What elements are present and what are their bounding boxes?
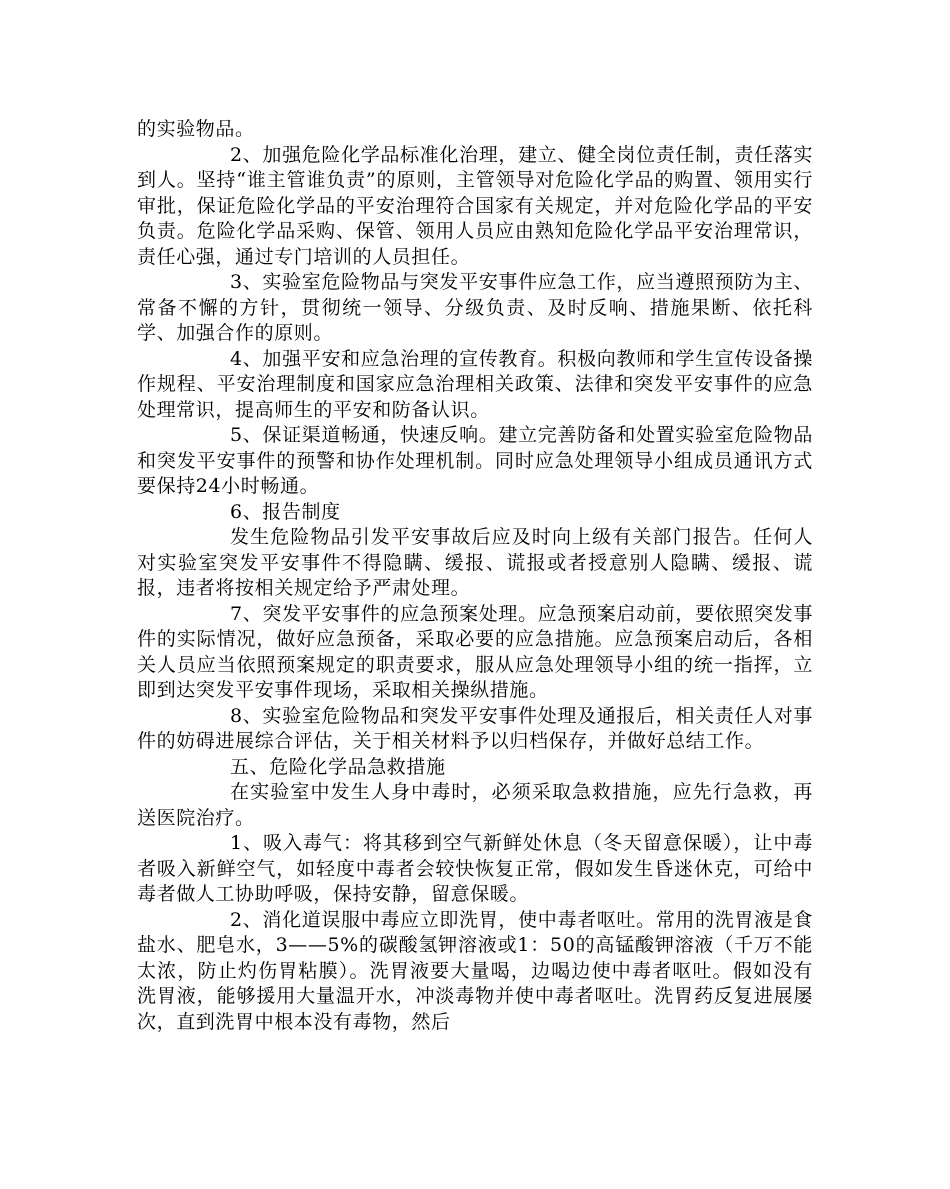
paragraph-report-rules: 发生危险物品引发平安事故后应及时向上级有关部门报告。任何人对实验室突发平安事件不得隐瞒、缓报、谎报或者授意别人隐瞒、缓报、谎报，违者将按相关规定给予严肃处理。 bbox=[137, 526, 813, 599]
paragraph-first-aid-intro: 在实验室中发生人身中毒时，必须采取急救措施，应先行急救，再送医院治疗。 bbox=[137, 781, 813, 829]
paragraph-item-3: 3、实验室危险物品与突发平安事件应急工作，应当遵照预防为主、常备不懈的方针，贯彻统一领导、分级负责、及时反响、措施果断、依托科学、加强合作的原则。 bbox=[137, 271, 813, 344]
section-heading-first-aid: 五、危险化学品急救措施 bbox=[230, 755, 446, 778]
paragraph-item-2: 2、加强危险化学品标准化治理，建立、健全岗位责任制，责任落实到人。坚持“谁主管谁负责”的原则，主管领导对危险化学品的购置、领用实行审批，保证危险化学品的平安治理符合国家有关规定，并对危险化学品的平安负责。危险化学品采购、保管、领用人员应由熟知危险化学品平安治理常识，责任心强，通过专门培训的人员担任。 bbox=[137, 143, 813, 268]
paragraph-item-6-heading: 6、报告制度 bbox=[230, 500, 341, 523]
paragraph-continuation: 的实验物品。 bbox=[137, 118, 255, 140]
paragraph-first-aid-2: 2、消化道误服中毒应立即洗胃，使中毒者呕吐。常用的洗胃液是食盐水、肥皂水，3——5%的碳酸氢钾溶液或1：50的高锰酸钾溶液（千万不能太浓，防止灼伤胃粘膜）。洗胃液要大量喝，边喝边使中毒者呕吐。假如没有洗胃液，能够援用大量温开水，冲淡毒物并使中毒者呕吐。洗胃药反复进展屡次，直到洗胃中根本没有毒物，然后 bbox=[137, 908, 813, 1033]
paragraph-item-5: 5、保证渠道畅通，快速反响。建立完善防备和处置实验室危险物品和突发平安事件的预警和协作处理机制。同时应急处理领导小组成员通讯方式要保持24小时畅通。 bbox=[137, 424, 813, 497]
paragraph-first-aid-1: 1、吸入毒气：将其移到空气新鲜处休息（冬天留意保暖），让中毒者吸入新鲜空气，如轻度中毒者会较快恢复正常，假如发生昏迷休克，可给中毒者做人工协助呼吸，保持安静，留意保暖。 bbox=[137, 832, 813, 905]
paragraph-item-8: 8、实验室危险物品和突发平安事件处理及通报后，相关责任人对事件的妨碍进展综合评估，关于相关材料予以归档保存，并做好总结工作。 bbox=[137, 704, 813, 752]
paragraph-item-4: 4、加强平安和应急治理的宣传教育。积极向教师和学生宣传设备操作规程、平安治理制度和国家应急治理相关政策、法律和突发平安事件的应急处理常识，提高师生的平安和防备认识。 bbox=[137, 347, 813, 421]
paragraph-item-7: 7、突发平安事件的应急预案处理。应急预案启动前，要依照突发事件的实际情况，做好应急预备，采取必要的应急措施。应急预案启动后，各相关人员应当依照预案规定的职责要求，服从应急处理领导小组的统一指挥，立即到达突发平安事件现场，采取相关操纵措施。 bbox=[137, 602, 813, 701]
document-body bbox=[137, 117, 813, 1035]
